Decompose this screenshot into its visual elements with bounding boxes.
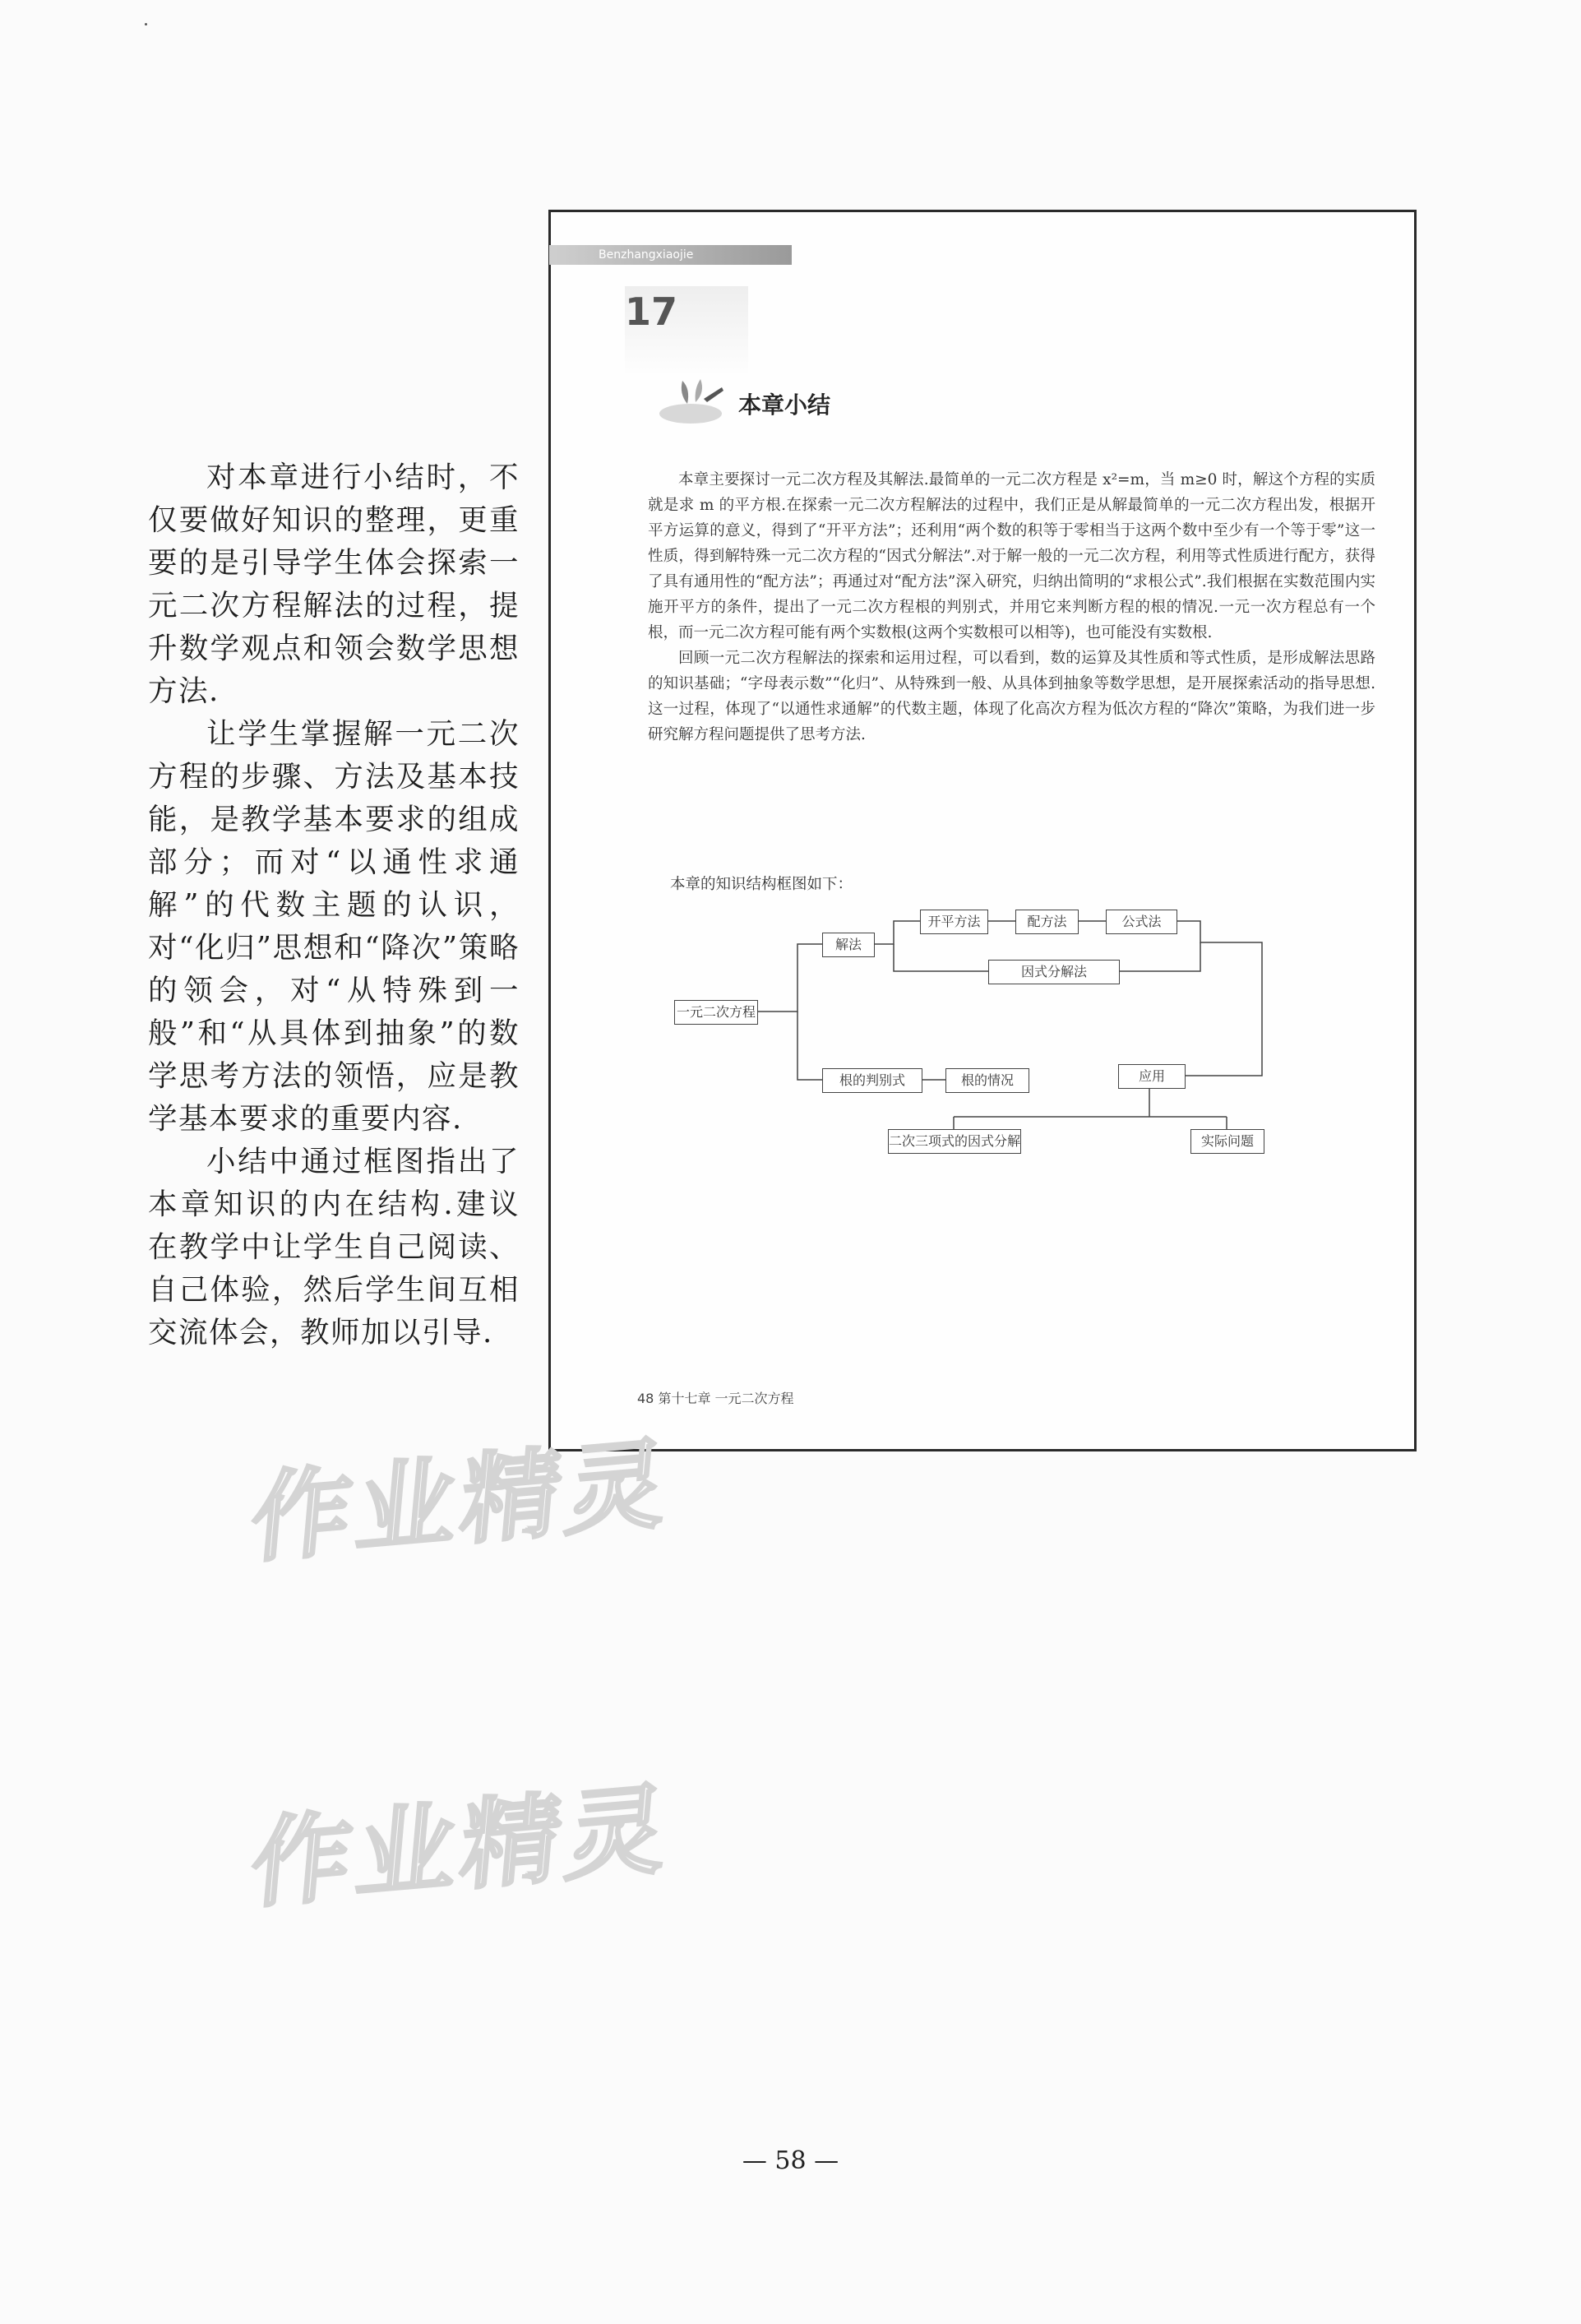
- watermark: 作业精灵: [247, 1427, 677, 1577]
- body-paragraph: 回顾一元二次方程解法的探索和运用过程，可以看到，数的运算及其性质和等式性质，是形成解法思路的知识基础；“字母表示数”“化归”、从特殊到一般、从具体到抽象等数学思想，是开展探索活动的指导思想.这一过程，体现了“以通性求通解”的代数主题，体现了化高次方程为低次方程的“降次”策略，为我们进一步研究解方程问题提供了思考方法.: [648, 650, 1375, 743]
- note-paragraph: 小结中通过框图指出了本章知识的内在结构.建议在教学中让学生自己阅读、自己体验，然后学生间互相交流体会，教师加以引导.: [148, 1145, 520, 1349]
- node-application: 应用: [1118, 1064, 1186, 1089]
- textbook-page-panel: [548, 210, 1417, 1451]
- node-root-cases: 根的情况: [945, 1068, 1029, 1093]
- body-paragraph: 本章主要探讨一元二次方程及其解法.最简单的一元二次方程是 x²=m，当 m≥0 时，解这个方程的实质就是求 m 的平方根.在探索一元二次方程解法的过程中，我们正是从解最简单的一元二次方程出发，根据开平方运算的意义，得到了“开平方法”；还利用“两个数的积等于零相当于这两个数中至少有一个等于零”这一性质，得到解特殊一元二次方程的“因式分解法”.对于解一般的一元二次方程，利用等式性质进行配方，获得了具有通用性的“配方法”；再通过对“配方法”深入研究，归纳出简明的“求根公式”.我们根据在实数范围内实施开平方的条件，提出了一元二次方程根的判别式，并用它来判断方程的根的情况.一元一次方程总有一个根，而一元二次方程可能有两个实数根(这两个实数根可以相等)，也可能没有实数根.: [648, 471, 1375, 641]
- chapter-number-text: 17: [625, 289, 678, 334]
- knowledge-structure-diagram: [674, 915, 1315, 1178]
- note-paragraph: 对本章进行小结时，不仅要做好知识的整理，更重要的是引导学生体会探索一元二次方程解法的过程，提升数学观点和领会数学思想方法.: [148, 461, 520, 708]
- node-quadratic-factor: 二次三项式的因式分解: [888, 1129, 1021, 1154]
- page-number: — 58 —: [742, 2146, 839, 2175]
- chapter-ribbon: Benzhangxiaojie: [549, 245, 792, 265]
- node-complete-square: 配方法: [1015, 910, 1079, 934]
- watermark: 作业精灵: [247, 1772, 677, 1923]
- node-discriminant: 根的判别式: [822, 1068, 922, 1093]
- note-paragraph: 让学生掌握解一元二次方程的步骤、方法及基本技能，是教学基本要求的组成部分；而对“以通性求通解”的代数主题的认识，对“化归”思想和“降次”策略的领会，对“从特殊到一般”和“从具体到抽象”的数学思考方法的领悟，应是教学基本要求的重要内容.: [148, 717, 520, 1136]
- chapter-number: [625, 286, 748, 377]
- node-solve-methods: 解法: [822, 933, 875, 957]
- summary-body: [648, 467, 1375, 748]
- node-quadratic-equation: 一元二次方程: [674, 1000, 758, 1025]
- node-sqrt-method: 开平方法: [920, 910, 988, 934]
- corner-mark: [145, 23, 147, 25]
- section-title: 本章小结: [738, 391, 831, 419]
- panel-footer: 48 第十七章 一元二次方程: [637, 1391, 794, 1406]
- node-formula: 公式法: [1106, 910, 1177, 934]
- teacher-notes: [148, 456, 520, 1354]
- diagram-intro: 本章的知识结构框图如下：: [670, 876, 853, 893]
- node-factoring: 因式分解法: [988, 960, 1120, 984]
- pen-leaf-icon: [658, 373, 730, 430]
- node-real-problem: 实际问题: [1190, 1129, 1264, 1154]
